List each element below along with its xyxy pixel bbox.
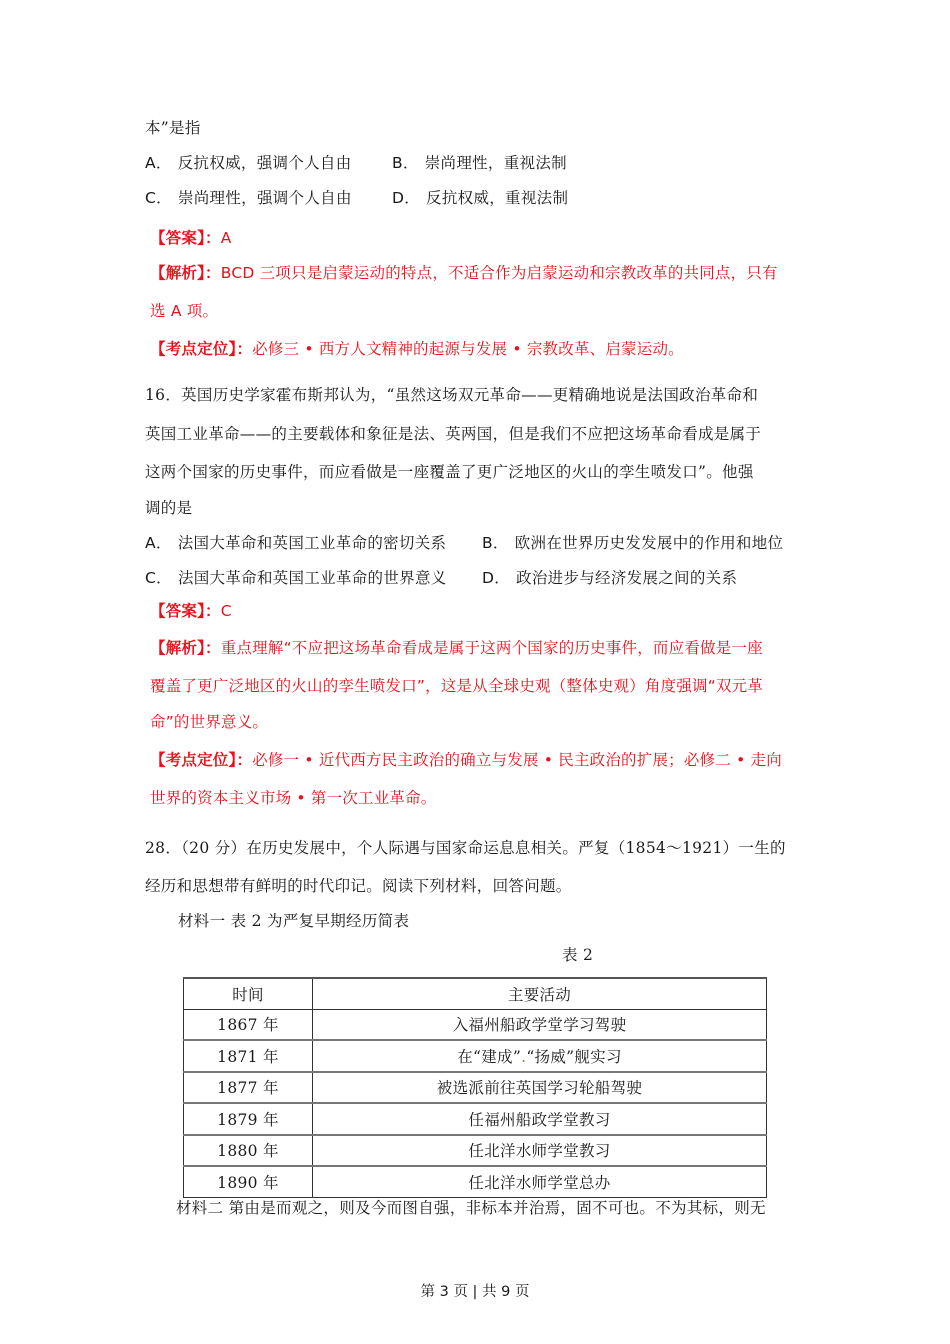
table-row	[184, 1040, 767, 1072]
q15-option-a	[145, 153, 352, 173]
topic-label: 【考点定位】：	[150, 340, 253, 358]
option-text: 法国大革命和英国工业革命的密切关系	[177, 534, 447, 552]
analysis-label: 【解析】：	[150, 264, 221, 282]
q16-stem-line-1: 16．英国历史学家霍布斯邦认为，“虽然这场双元革命——更精确地说是法国政治革命和	[145, 386, 759, 404]
table-row	[184, 1135, 767, 1167]
q16-stem-line-2: 英国工业革命——的主要载体和象征是法、英两国，但是我们不应把这场革命看成是属于	[145, 425, 762, 443]
option-key: B．	[482, 534, 509, 552]
q16-topic-line-2: 世界的资本主义市场 • 第一次工业革命。	[150, 789, 437, 807]
q15-stem-tail: 本”是指	[145, 119, 201, 137]
q16-option-b	[482, 533, 783, 553]
q15-option-b	[392, 153, 567, 173]
activity-part: “扬威”舰实习	[526, 1047, 622, 1066]
analysis-label: 【解析】：	[150, 639, 221, 657]
separator-dot: .	[521, 1047, 527, 1066]
table-row	[184, 1103, 767, 1135]
option-text: 政治进步与经济发展之间的关系	[516, 569, 738, 587]
option-text: 欧洲在世界历史发发展中的作用和地位	[514, 534, 784, 552]
option-key: A．	[145, 154, 172, 172]
cell-time: 1867 年	[184, 1009, 313, 1040]
q15-answer	[150, 228, 232, 248]
cell-time: 1890 年	[184, 1166, 313, 1197]
q16-analysis-line-3: 命”的世界意义。	[150, 713, 269, 731]
answer-label: 【答案】：	[150, 229, 221, 247]
option-key: D．	[392, 189, 421, 207]
option-key: B．	[392, 154, 419, 172]
q16-analysis-line-2: 覆盖了更广泛地区的火山的孪生喷发口”，这是从全球史观（整体史观）角度强调“双元革	[150, 677, 764, 695]
page-footer: 第 3 页 | 共 9 页	[420, 1284, 530, 1300]
table-row	[184, 1009, 767, 1040]
topic-text: 必修三 • 西方人文精神的起源与发展 • 宗教改革、启蒙运动。	[252, 340, 684, 358]
q16-answer	[150, 601, 232, 621]
table-caption: 表 2	[562, 946, 594, 964]
table-row	[184, 1166, 767, 1197]
q28-material-2: 材料二 第由是而观之，则及今而图自强，非标本并治焉，固不可也。不为其标，则无	[176, 1199, 766, 1217]
cell-activity: 任北洋水师学堂总办	[313, 1166, 767, 1197]
q15-option-d	[392, 188, 568, 208]
q16-option-c	[145, 568, 447, 588]
option-key: A．	[145, 534, 172, 552]
q16-option-d	[482, 568, 737, 588]
table-row	[184, 1072, 767, 1104]
option-text: 反抗权威，强调个人自由	[177, 154, 352, 172]
option-text: 崇尚理性，强调个人自由	[177, 189, 352, 207]
cell-activity: 任福州船政学堂教习	[313, 1103, 767, 1135]
cell-time: 1877 年	[184, 1072, 313, 1104]
q15-analysis-line-1	[150, 263, 778, 283]
topic-label: 【考点定位】：	[150, 751, 253, 769]
column-header-time: 时间	[184, 978, 313, 1009]
cell-time: 1880 年	[184, 1135, 313, 1167]
q16-option-a	[145, 533, 446, 553]
answer-value: C	[220, 602, 232, 620]
cell-activity: 任北洋水师学堂教习	[313, 1135, 767, 1167]
cell-activity	[313, 1040, 767, 1072]
option-key: D．	[482, 569, 511, 587]
column-header-activity: 主要活动	[313, 978, 767, 1009]
q16-topic-line-1	[150, 750, 782, 770]
experience-table	[183, 977, 767, 1198]
answer-value: A	[220, 229, 232, 247]
analysis-text: BCD 三项只是启蒙运动的特点，不适合作为启蒙运动和宗教改革的共同点，只有	[220, 264, 778, 282]
answer-label: 【答案】：	[150, 602, 221, 620]
option-text: 反抗权威，重视法制	[426, 189, 569, 207]
q28-stem-line-2: 经历和思想带有鲜明的时代印记。阅读下列材料，回答问题。	[145, 877, 572, 895]
analysis-text: 重点理解“不应把这场革命看成是属于这两个国家的历史事件，而应看做是一座	[220, 639, 763, 657]
q16-stem-line-4: 调的是	[145, 499, 193, 517]
option-text: 崇尚理性，重视法制	[424, 154, 567, 172]
topic-text: 必修一 • 近代西方民主政治的确立与发展 • 民主政治的扩展；必修二 • 走向	[252, 751, 782, 769]
option-text: 法国大革命和英国工业革命的世界意义	[177, 569, 447, 587]
q15-analysis-line-2: 选 A 项。	[150, 302, 219, 320]
cell-time: 1879 年	[184, 1103, 313, 1135]
cell-time: 1871 年	[184, 1040, 313, 1072]
q28-stem-line-1: 28．（20 分）在历史发展中，个人际遇与国家命运息息相关。严复（1854～1921）一生的	[145, 839, 786, 857]
q16-stem-line-3: 这两个国家的历史事件，而应看做是一座覆盖了更广泛地区的火山的孪生喷发口”。他强	[145, 463, 754, 481]
cell-activity: 被选派前往英国学习轮船驾驶	[313, 1072, 767, 1104]
option-key: C．	[145, 189, 172, 207]
cell-activity: 入福州船政学堂学习驾驶	[313, 1009, 767, 1040]
activity-part: 在“建成”	[457, 1047, 522, 1066]
q15-option-c	[145, 188, 352, 208]
q16-analysis-line-1	[150, 638, 763, 658]
q28-material-1-intro: 材料一 表 2 为严复早期经历简表	[178, 912, 410, 930]
table-header-row	[184, 978, 767, 1009]
q15-topic	[150, 339, 684, 359]
option-key: C．	[145, 569, 172, 587]
